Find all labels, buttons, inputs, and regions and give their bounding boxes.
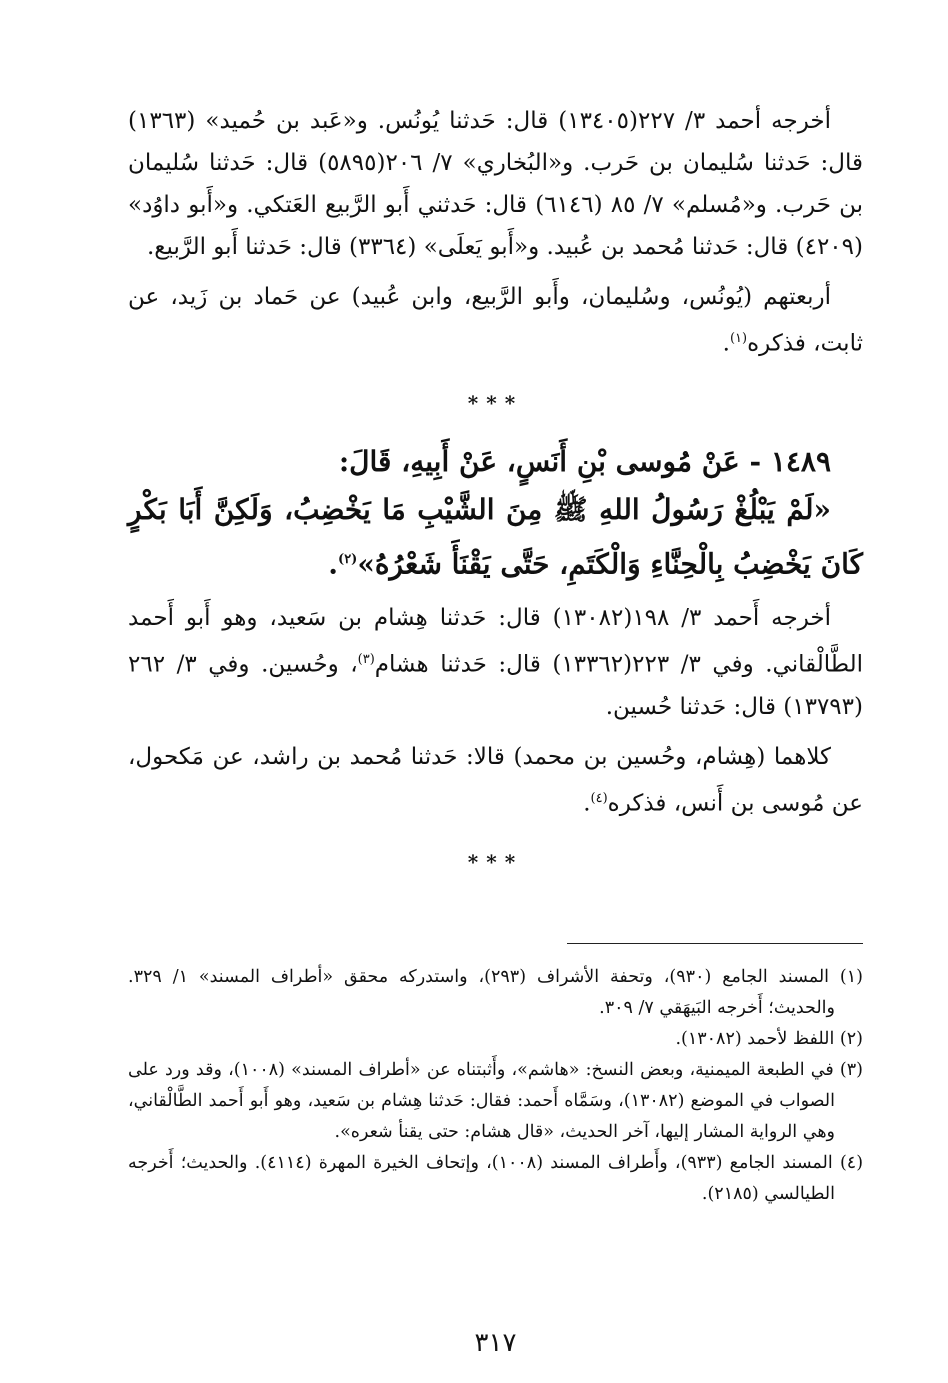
section-separator-2: *** — [467, 850, 524, 875]
takhrij-paragraph-2 — [128, 597, 863, 728]
footnote-ref-3[interactable]: (٣) — [357, 651, 375, 667]
footnote-1: (١) المسند الجامع (٩٣٠)، وتحفة الأشراف (٢٩٣)، واستدركه محقق «أطراف المسند» ١/ ٣٢٩. والحديث؛ أَخرجه البَيهَقي ٧/ ٣٠٩. — [128, 967, 863, 1018]
hadith-heading — [128, 439, 863, 485]
footnote-4: (٤) المسند الجامع (٩٣٣)، وأَطراف المسند (١٠٠٨)، وإتحاف الخيرة المهرة (٤١١٤). والحديث؛ أَخرجه الطيالسي (٢١٨٥). — [128, 1153, 864, 1204]
section-separator-1: *** — [467, 390, 524, 415]
takhrij-text-1: أخرجه أحمد ٣/ ٢٢٧(١٣٤٠٥) قال: حَدثنا يُونُس. و«عَبد بن حُميد» (١٣٦٣) قال: حَدثنا سُليمان بن حَرب. و«البُخاري» ٧/ ٢٠٦(٥٨٩٥) قال: حَدثنا سُليمان بن حَرب. و«مُسلم» ٧/ ٨٥ (٦١٤٦) قال: حَدثني أَبو الرَّبيع العَتكي. و«أَبو داوُد» (٤٢٠٩) قال: حَدثنا مُحمد بن عُبيد. و«أَبو يَعلَى» (٣٣٦٤) قال: حَدثنا أَبو الرَّبيع. — [128, 108, 864, 260]
isnad-paragraph-2: كلاهما (هِشام، وحُسين بن محمد) قالا: حَدثنا مُحمد بن راشد، عن مَكحول، عن مُوسى بن أَنس، فذكره$^{(٤)}$. — [128, 743, 863, 817]
footnote-ref-2[interactable]: (٢) — [338, 551, 358, 567]
footnotes — [128, 962, 863, 1210]
takhrij-text-2b: ، وحُسين. وفي ٣/ ٢٦٢ (١٣٧٩٣) قال: حَدثنا حُسين. — [128, 651, 863, 720]
takhrij-text-2a: أخرجه أَحمد ٣/ ١٩٨(١٣٠٨٢) قال: حَدثنا هِشام بن سَعيد، وهو أَبو أَحمد الطَّالْقاني. وفي ٣/ ٢٢٣(١٣٣٦٢) قال: حَدثنا هشام — [128, 604, 864, 678]
isnad-paragraph-1: أربعتهم (يُونُس، وسُليمان، وأَبو الرَّبيع، وابن عُبيد) عن حَماد بن زَيد، عن ثابت، فذكره$^{(١)}$. — [128, 284, 863, 357]
page-number: ٣١٧ — [474, 1328, 517, 1358]
footnote-ref-1[interactable]: (١) — [729, 331, 748, 346]
footnote-3: (٣) في الطبعة الميمنية، وبعض النسخ: «هاشم»، وأَثبتناه عن «أطراف المسند» (١٠٠٨)، وقد ورد على الصواب في الموضع (١٣٠٨٢)، وسَمَّاه أَحمد: فقال: حَدثنا هِشام بن سَعيد، وهو أَبو أَحمد الطَّالْقاني، وهي الرواية المشار إليها، آخر الحديث، «قال هشام: حتى يقنأ شعره». — [128, 1060, 863, 1142]
hadith-chain-head: - عَنْ مُوسى بْنِ أَنَسٍ، عَنْ أَبِيهِ، قَالَ: — [338, 444, 762, 478]
footnote-2: (٢) اللفظ لأحمد (١٣٠٨٢). — [675, 1029, 863, 1049]
takhrij-paragraph-1 — [128, 100, 863, 268]
footnote-ref-4[interactable]: (٤) — [590, 790, 608, 806]
isnad-text-1: أربعتهم (يُونُس، وسُليمان، وأَبو الرَّبيع، وابن عُبيد) عن حَماد بن زَيد، عن ثابت، فذكره — [128, 284, 863, 357]
isnad-text-2: كلاهما (هِشام، وحُسين بن محمد) قالا: حَدثنا مُحمد بن راشد، عن مَكحول، عن مُوسى بن أَنس، فذكره — [128, 743, 863, 817]
footnote-rule — [567, 943, 863, 944]
matn-text: «لَمْ يَبْلُغْ رَسُولُ اللهِ ﷺ مِنَ الشَّيْبِ مَا يَخْضِبُ، وَلَكِنَّ أَبَا بَكْرٍ كَانَ يَخْضِبُ بِالْحِنَّاءِ وَالْكَتَمِ، حَتَّى يَقْنَأَ شَعْرُهُ» — [128, 492, 863, 580]
book-page — [128, 100, 863, 1360]
hadith-number: ١٤٨٩ — [770, 444, 831, 478]
hadith-matn: «لَمْ يَبْلُغْ رَسُولُ اللهِ ﷺ مِنَ الشَّيْبِ مَا يَخْضِبُ، وَلَكِنَّ أَبَا بَكْرٍ كَانَ يَخْضِبُ بِالْحِنَّاءِ وَالْكَتَمِ، حَتَّى يَقْنَأَ شَعْرُهُ»$^{(٢)}$. — [128, 492, 863, 580]
